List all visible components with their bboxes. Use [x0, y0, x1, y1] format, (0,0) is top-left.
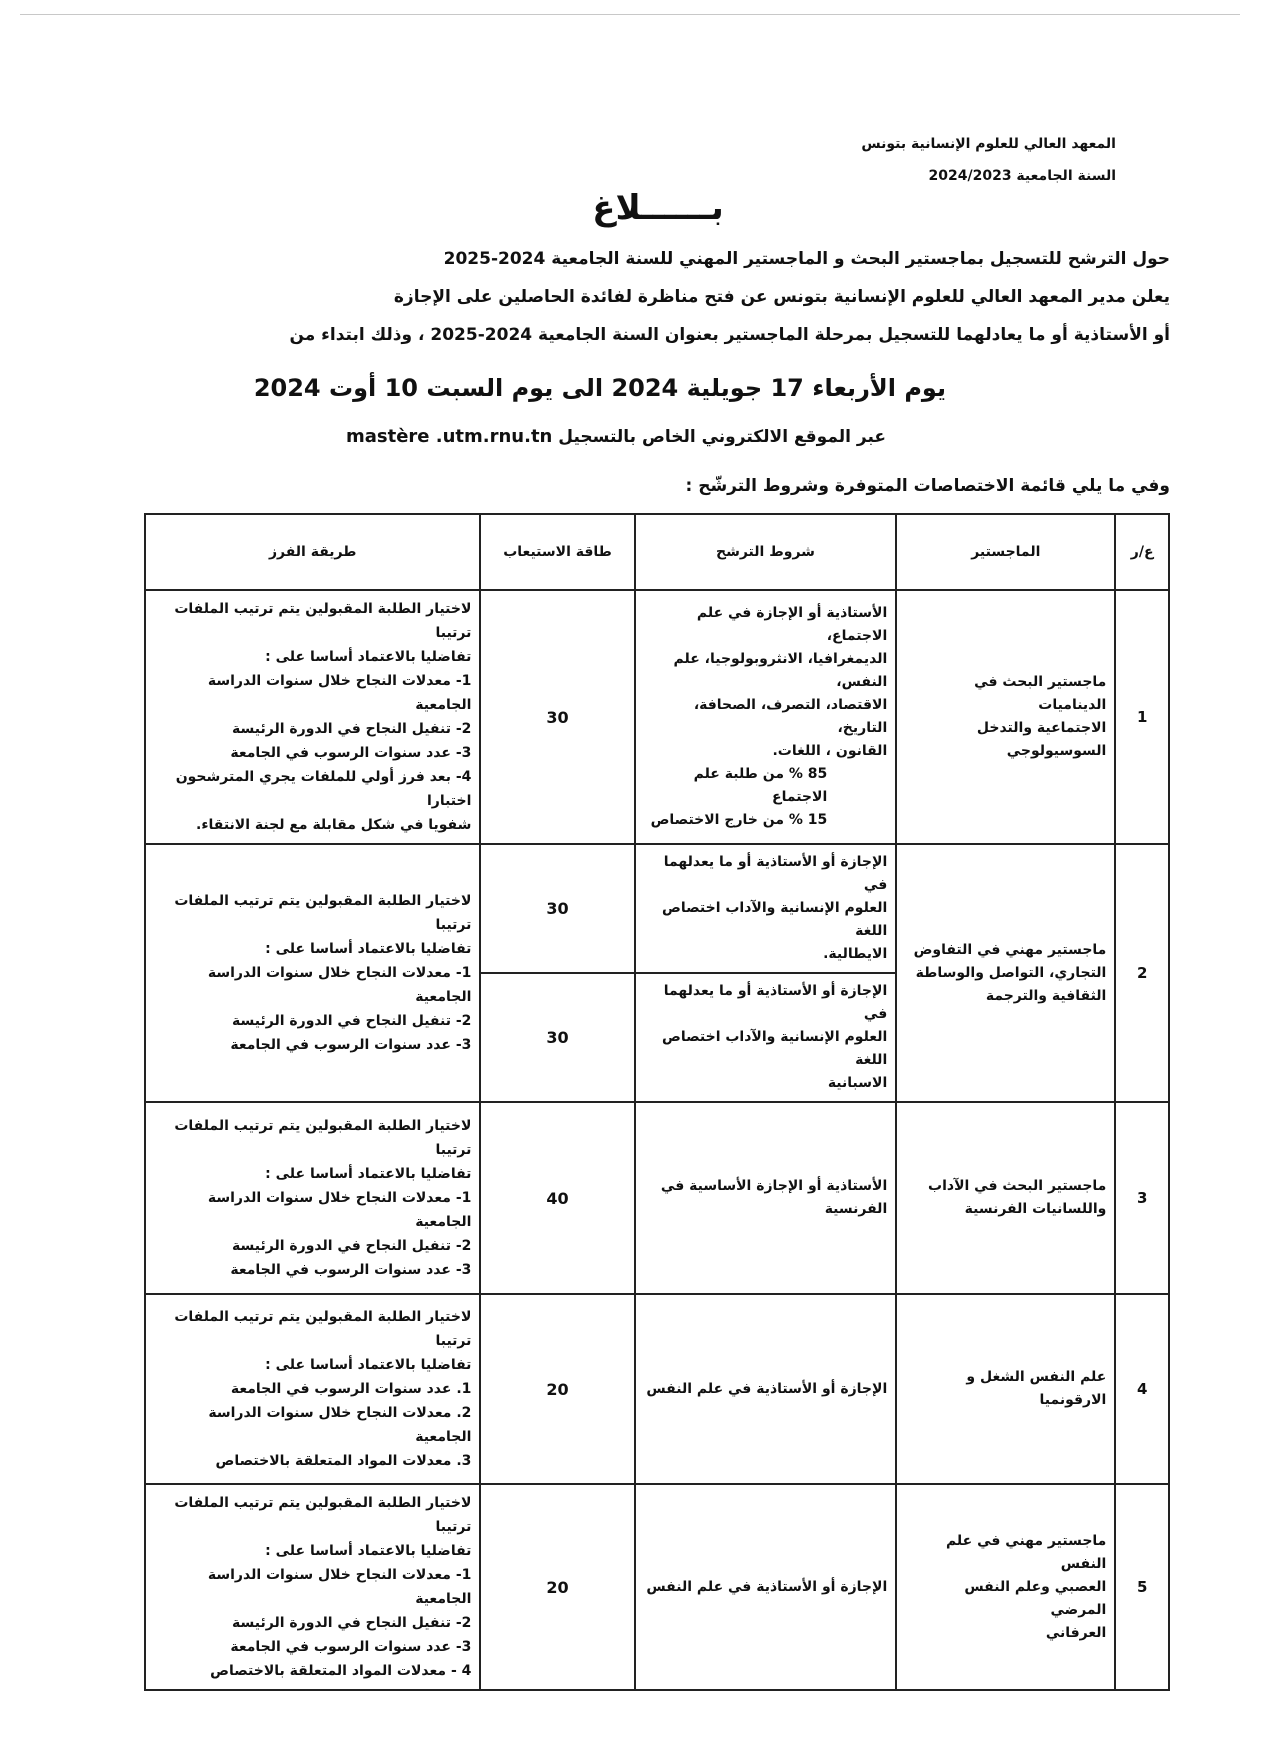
header-capacity: طاقة الاستيعاب: [480, 514, 634, 590]
table-row: [145, 1102, 1169, 1294]
master-name: ماجستير البحث في الآداب واللسانيات الفرنسية: [896, 1102, 1115, 1294]
scan-top-edge: [20, 14, 1240, 15]
selection-cell: لاختيار الطلبة المقبولين يتم ترتيب الملفات ترتيبا تفاضليا بالاعتماد أساسا على : 1- معدلات النجاح خلال سنوات الدراسة الجامعية 2- تنفيل النجاح في الدورة الرئيسة 3- عدد سنوات الرسوب في الجامعة 4 - معدلات المواد المتعلقة بالاختصاص: [145, 1484, 480, 1690]
conditions-cell: الإجازة أو الأستاذية في علم النفس: [635, 1294, 897, 1484]
row-num: 3: [1115, 1102, 1169, 1294]
notice-title: بــــــلاغ: [592, 188, 724, 228]
selection-cell: لاختيار الطلبة المقبولين يتم ترتيب الملفات ترتيبا تفاضليا بالاعتماد أساسا على : 1- معدلات النجاح خلال سنوات الدراسة الجامعية 2- تنفيل النجاح في الدورة الرئيسة 3- عدد سنوات الرسوب في الجامعة: [145, 844, 480, 1102]
conditions-cell: الإجازة أو الأستاذية أو ما يعدلهما في العلوم الإنسانية والآداب اختصاص اللغة الاسبانية: [635, 973, 897, 1102]
capacity-cell: 30: [480, 590, 634, 844]
quota-line: 15 % من خارج الاختصاص: [650, 812, 828, 828]
registration-url: mastère .utm.rnu.tn: [345, 426, 553, 447]
master-name: علم النفس الشغل و الارقونميا: [896, 1294, 1115, 1484]
site-prefix: عبر الموقع الالكتروني الخاص بالتسجيل: [558, 427, 886, 447]
registration-date-range: يوم الأربعاء 17 جويلية 2024 الى يوم السبت 10 أوت 2024: [253, 374, 946, 402]
intro-text: [170, 248, 1170, 362]
master-name: ماجستير مهني في التفاوض التجاري، التواصل والوساطة الثقافية والترجمة: [896, 844, 1115, 1102]
header-num: ع/ر: [1115, 514, 1169, 590]
table-row: [145, 1484, 1169, 1690]
institution-name: المعهد العالي للعلوم الإنسانية بتونس: [861, 136, 1116, 152]
document-header: [861, 128, 1116, 192]
quota-line: 85 % من طلبة علم الاجتماع: [693, 766, 828, 805]
master-name: ماجستير البحث في الديناميات الاجتماعية والتدخل السوسيولوجي: [896, 590, 1115, 844]
registration-site-line: [346, 426, 886, 447]
table-row: [145, 844, 1169, 973]
academic-year: السنة الجامعية 2024/2023: [928, 168, 1116, 184]
table-row: [145, 1294, 1169, 1484]
conditions-cell: الأستاذية أو الإجازة في علم الاجتماع، الديمغرافيا، الانثروبولوجيا، علم النفس، الاقتصاد، التصرف، الصحافة، التاريخ، القانون ، اللغات. 85 % من طلبة علم الاجتماع 15 % من خارج الاختصاص: [635, 590, 897, 844]
row-num: 2: [1115, 844, 1169, 1102]
capacity-cell: 30: [480, 844, 634, 973]
row-num: 4: [1115, 1294, 1169, 1484]
intro-line-1: حول الترشح للتسجيل بماجستير البحث و الماجستير المهني للسنة الجامعية 2024-2025: [443, 249, 1170, 269]
conditions-cell: الأستاذية أو الإجازة الأساسية في الفرنسية: [635, 1102, 897, 1294]
intro-line-2: يعلن مدير المعهد العالي للعلوم الإنسانية بتونس عن فتح مناظرة لفائدة الحاصلين على الإجازة: [393, 287, 1170, 307]
capacity-cell: 40: [480, 1102, 634, 1294]
selection-cell: لاختيار الطلبة المقبولين يتم ترتيب الملفات ترتيبا تفاضليا بالاعتماد أساسا على : 1- معدلات النجاح خلال سنوات الدراسة الجامعية 2- تنفيل النجاح في الدورة الرئيسة 3- عدد سنوات الرسوب في الجامعة 4- بعد فرز أولي للملفات يجري المترشحون اختبارا شفويا في شكل مقابلة مع لجنة الانتقاء.: [145, 590, 480, 844]
table-row: [145, 590, 1169, 844]
intro-line-3: أو الأستاذية أو ما يعادلهما للتسجيل بمرحلة الماجستير بعنوان السنة الجامعية 2024-2025 ، وذلك ابتداء من: [289, 325, 1170, 345]
table-header-row: [145, 514, 1169, 590]
capacity-cell: 30: [480, 973, 634, 1102]
selection-cell: لاختيار الطلبة المقبولين يتم ترتيب الملفات ترتيبا تفاضليا بالاعتماد أساسا على : 1- معدلات النجاح خلال سنوات الدراسة الجامعية 2- تنفيل النجاح في الدورة الرئيسة 3- عدد سنوات الرسوب في الجامعة: [145, 1102, 480, 1294]
selection-cell: لاختيار الطلبة المقبولين يتم ترتيب الملفات ترتيبا تفاضليا بالاعتماد أساسا على : 1. عدد سنوات الرسوب في الجامعة 2. معدلات النجاح خلال سنوات الدراسة الجامعية 3. معدلات المواد المتعلقة بالاختصاص: [145, 1294, 480, 1484]
header-conditions: شروط الترشح: [635, 514, 897, 590]
header-master: الماجستير: [896, 514, 1115, 590]
master-name: ماجستير مهني في علم النفس العصبي وعلم النفس المرضي العرفاني: [896, 1484, 1115, 1690]
row-num: 5: [1115, 1484, 1169, 1690]
conditions-cell: الإجازة أو الأستاذية أو ما يعدلهما في العلوم الإنسانية والآداب اختصاص اللغة الايطالية.: [635, 844, 897, 973]
capacity-cell: 20: [480, 1294, 634, 1484]
header-selection: طريقة الفرز: [145, 514, 480, 590]
capacity-cell: 20: [480, 1484, 634, 1690]
conditions-cell: الإجازة أو الأستاذية في علم النفس: [635, 1484, 897, 1690]
list-intro: وفي ما يلي قائمة الاختصاصات المتوفرة وشروط الترشّح :: [685, 476, 1170, 496]
row-num: 1: [1115, 590, 1169, 844]
masters-table: [144, 513, 1170, 1691]
